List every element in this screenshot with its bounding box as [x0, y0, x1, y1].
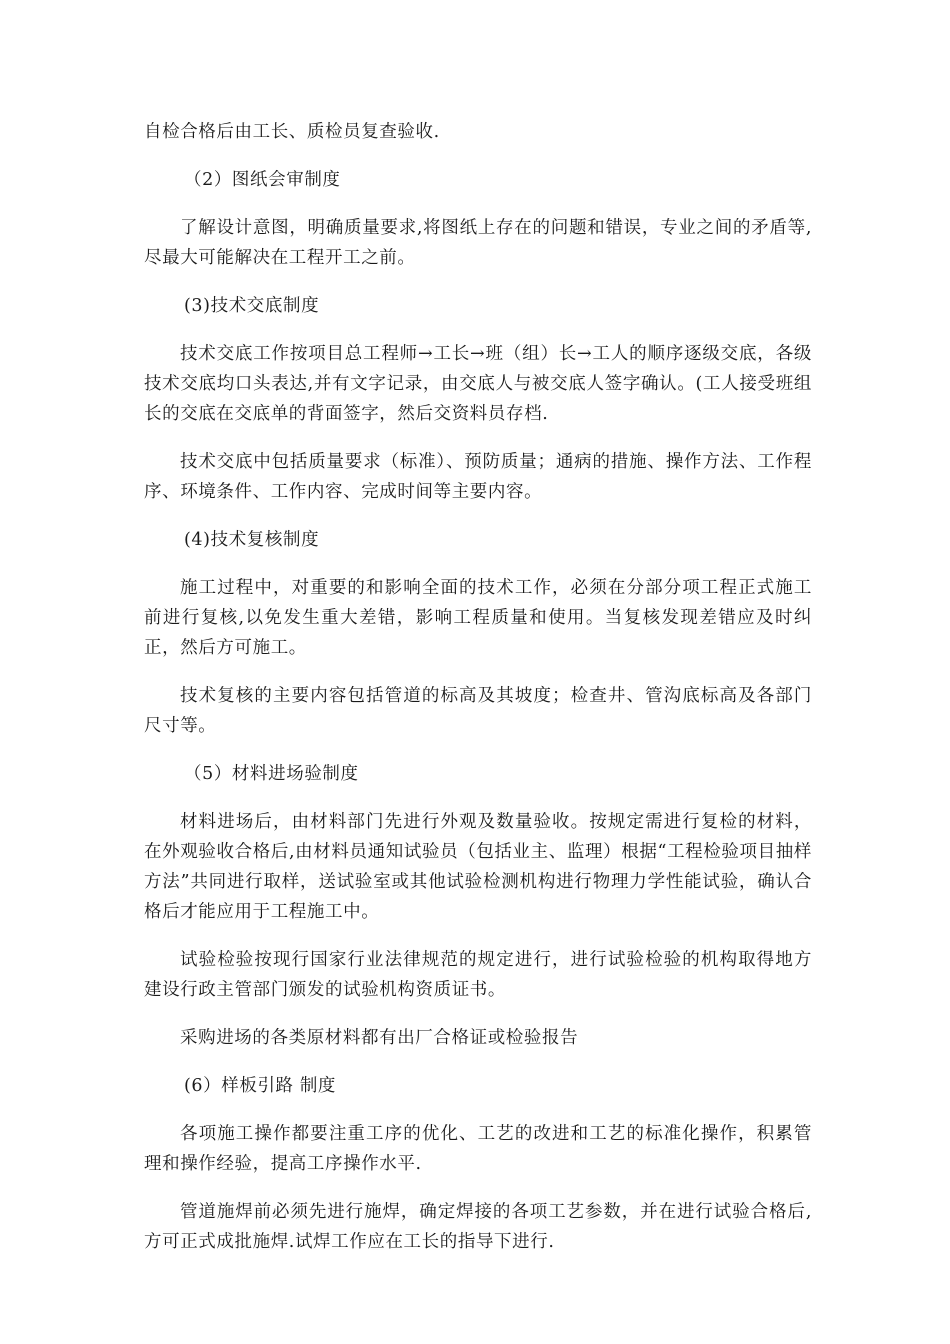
- paragraph: 技术复核的主要内容包括管道的标高及其坡度；检查井、管沟底标高及各部门尺寸等。: [144, 686, 812, 736]
- paragraph: 材料进场后，由材料部门先进行外观及数量验收。按规定需进行复检的材料，在外观验收合格后,由材料员通知试验员（包括业主、监理）根据“工程检验项目抽样方法”共同进行取样，送试验室或其他试验检测机构进行物理力学性能试验，确认合格后才能应用于工程施工中。: [144, 812, 812, 922]
- paragraph: 技术交底工作按项目总工程师→工长→班（组）长→工人的顺序逐级交底，各级技术交底均口头表达,并有文字记录，由交底人与被交底人签字确认。(工人接受班组长的交底在交底单的背面签字，然后交资料员存档.: [144, 344, 812, 424]
- paragraph-continuation: 自检合格后由工长、质检员复查验收.: [144, 122, 440, 142]
- paragraph: 技术交底中包括质量要求（标准）、预防质量；通病的措施、操作方法、工作程序、环境条件、工作内容、完成时间等主要内容。: [144, 452, 812, 502]
- section-heading-sample-guidance: (6）样板引路 制度: [184, 1076, 337, 1096]
- section-heading-drawing-review: （2）图纸会审制度: [184, 170, 341, 190]
- paragraph: 试验检验按现行国家行业法律规范的规定进行，进行试验检验的机构取得地方建设行政主管部门颁发的试验机构资质证书。: [144, 950, 812, 1000]
- paragraph: 管道施焊前必须先进行施焊，确定焊接的各项工艺参数，并在进行试验合格后,方可正式成批施焊.试焊工作应在工长的指导下进行.: [144, 1202, 812, 1252]
- paragraph: 采购进场的各类原材料都有出厂合格证或检验报告: [180, 1028, 579, 1048]
- paragraph: 各项施工操作都要注重工序的优化、工艺的改进和工艺的标准化操作，积累管理和操作经验，提高工序操作水平.: [144, 1124, 812, 1174]
- paragraph: 施工过程中，对重要的和影响全面的技术工作，必须在分部分项工程正式施工前进行复核,以免发生重大差错，影响工程质量和使用。当复核发现差错应及时纠正，然后方可施工。: [144, 578, 812, 658]
- document-body: [144, 117, 812, 1275]
- section-heading-material-inspection: （5）材料进场验制度: [184, 764, 359, 784]
- paragraph: 了解设计意图，明确质量要求,将图纸上存在的问题和错误，专业之间的矛盾等,尽最大可能解决在工程开工之前。: [144, 218, 812, 268]
- section-heading-technical-review: (4)技术复核制度: [184, 530, 320, 550]
- section-heading-technical-disclosure: (3)技术交底制度: [184, 296, 320, 316]
